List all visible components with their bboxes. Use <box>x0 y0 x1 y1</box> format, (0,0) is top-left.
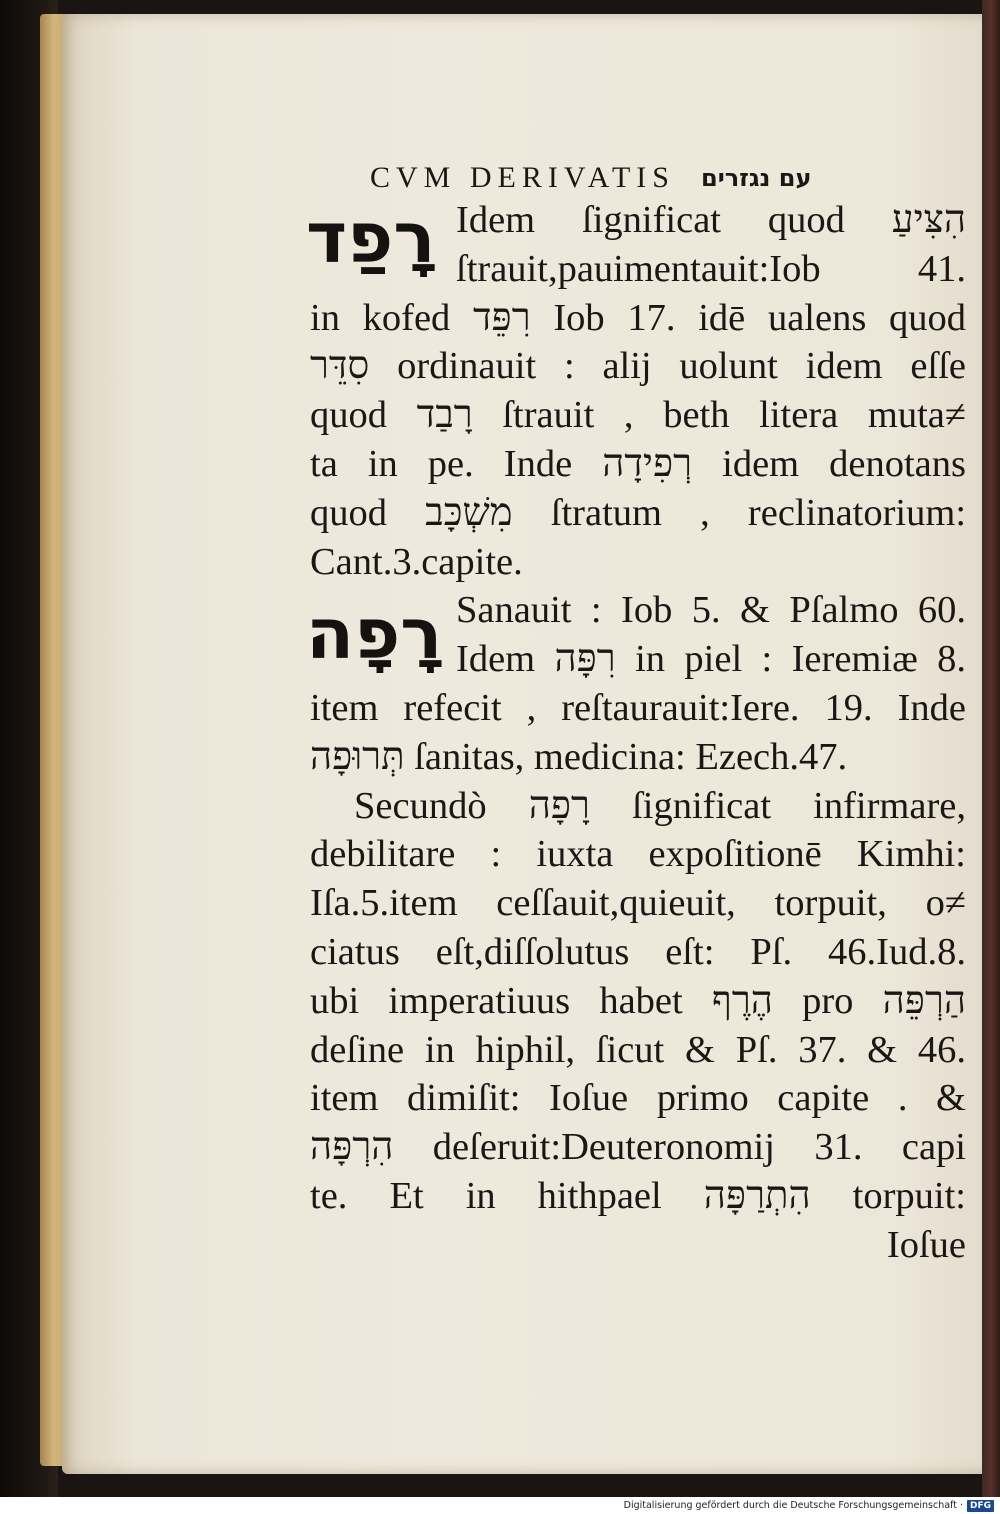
entry-2-indented <box>310 586 966 684</box>
digitization-footer <box>0 1497 1000 1514</box>
entry-1-indented <box>310 196 966 294</box>
text-line: ubi imperatiuus habet הֶרֶף pro הַרְפֵּה <box>310 979 966 1022</box>
text-line: item refecit , reſtaurauit:Iere. 19. Inde <box>310 686 966 729</box>
text-line: ta in pe. Inde רְפִידָה idem denotans <box>310 442 966 485</box>
text-line: Iſa.5.item ceſſauit,quieuit, torpuit, o≠ <box>310 882 966 925</box>
header-hebrew-title: עם נגזרים <box>700 164 812 192</box>
text-line: Sanauit : Iob 5. & Pſalmo 60. <box>456 589 966 632</box>
text-line: in kofed רִפֵּד Iob 17. idē ualens quod <box>310 296 967 339</box>
text-line: Idem ſignificat quod הִצִּיעַ <box>456 199 966 241</box>
text-line: item dimiſit: Ioſue primo capite . & <box>310 1077 966 1120</box>
text-line: הִרְפָּה deſeruit:Deuteronomij 31. capi <box>310 1126 966 1169</box>
running-header <box>370 158 930 198</box>
text-line: quod רָבַד ſtrauit , beth litera muta≠ <box>310 394 967 437</box>
header-latin-title: CVM DERIVATIS <box>370 161 675 194</box>
footer-credit: Digitalisierung gefördert durch die Deutsche Forschungsgemeinschaft · <box>623 1500 963 1511</box>
right-page-edge <box>982 0 1000 1497</box>
text-line: סִדֵּר ordinauit : alij uolunt idem eſſe <box>310 345 966 388</box>
text-line: Idem רִפָּה in piel : Ieremiæ 8. <box>456 638 966 681</box>
text-line: Cant.3.capite. <box>310 540 523 583</box>
text-line: te. Et in hithpael הִתְרַפָּה torpuit: <box>310 1174 967 1217</box>
dfg-logo-icon: DFG <box>967 1500 994 1512</box>
text-line: Secundò רָפָה ſignificat infirmare, <box>354 784 966 827</box>
catchword: Ioſue <box>886 1223 966 1266</box>
entry-headword: רָפָה <box>306 593 443 675</box>
main-text <box>310 196 966 1270</box>
text-line: debilitare : iuxta expoſitionē Kimhi: <box>310 833 966 876</box>
entry-headword: רָפַד <box>306 197 436 279</box>
text-line: תְּרוּפָה ſanitas, medicina: Ezech.47. <box>310 735 848 778</box>
text-line: quod מִשְׁכָּב ſtratum , reclinatorium: <box>310 491 967 534</box>
text-line: ciatus eſt,diſſolutus eſt: Pſ. 46.Iud.8. <box>310 930 966 973</box>
text-line: ſtrauit,pauimentauit:Iob 41. <box>456 247 966 290</box>
text-line: deſine in hiphil, ſicut & Pſ. 37. & 46. <box>310 1028 966 1071</box>
